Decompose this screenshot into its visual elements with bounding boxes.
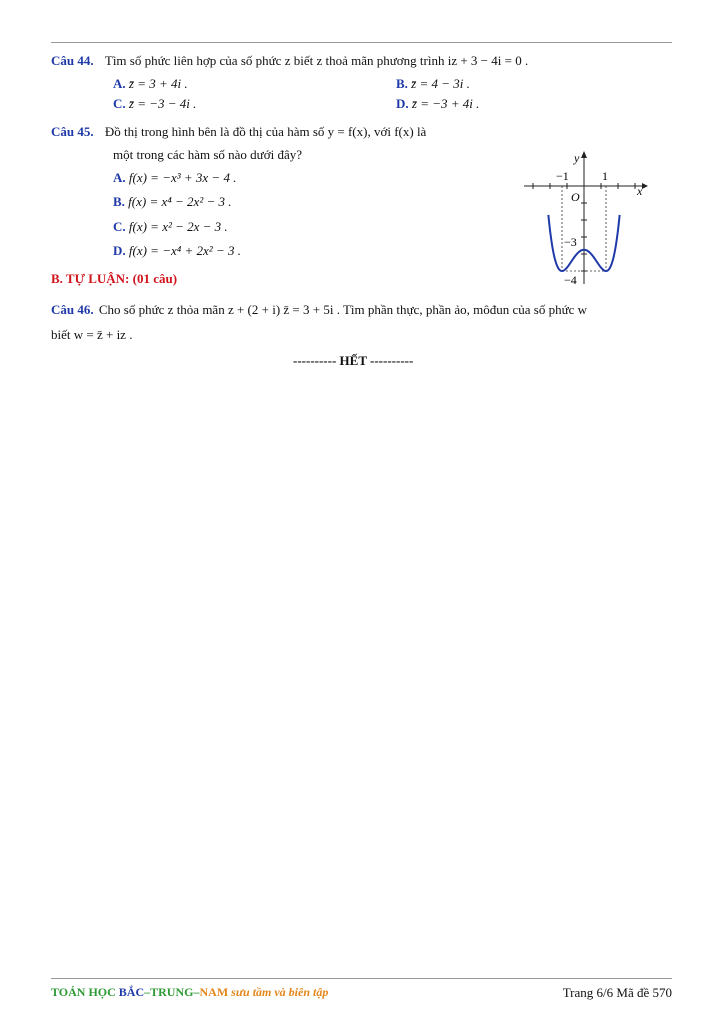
q45-label: Câu 45. <box>51 124 94 139</box>
option-label: D. <box>396 96 409 111</box>
q45-option-a <box>113 170 236 186</box>
end-marker: ---------- HẾT ---------- <box>293 353 414 368</box>
q44-option-b <box>396 76 470 92</box>
q44-stem <box>51 53 528 69</box>
y-axis-arrow-icon <box>581 151 587 158</box>
section-b-heading: B. TỰ LUẬN: (01 câu) <box>51 271 178 286</box>
option-text: f(x) = −x⁴ + 2x² − 3 . <box>128 243 241 258</box>
option-text: z̄ = 3 + 4i . <box>128 76 188 91</box>
q45-text-line1: Đồ thị trong hình bên là đồ thị của hàm số y = f(x), với f(x) là <box>104 124 427 139</box>
brand-part: TOÁN HỌC <box>51 985 119 999</box>
option-label: B. <box>396 76 408 91</box>
brand-part: BẮC <box>118 985 145 999</box>
tick-label-neg4: −4 <box>564 273 577 287</box>
option-text: f(x) = −x³ + 3x − 4 . <box>128 170 237 185</box>
option-text: z̄ = −3 − 4i . <box>128 96 197 111</box>
q44-option-c <box>113 96 196 112</box>
q45-text-line2: một trong các hàm số nào dưới đây? <box>113 147 303 162</box>
option-label: A. <box>113 170 126 185</box>
tick-label-pos1: 1 <box>602 169 608 183</box>
q45-option-d <box>113 243 241 259</box>
header-rule <box>51 42 672 43</box>
q46-label: Câu 46. <box>51 302 94 317</box>
q44-text: Tìm số phức liên hợp của số phức z biết z thoả mãn phương trình iz + 3 − 4i = 0 . <box>104 53 529 68</box>
footer-brand <box>51 985 328 1000</box>
option-text: f(x) = x⁴ − 2x² − 3 . <box>128 194 232 209</box>
q44-option-d <box>396 96 479 112</box>
function-graph <box>520 148 650 288</box>
q45-stem <box>51 124 426 140</box>
origin-label: O <box>571 190 580 204</box>
q44-label: Câu 44. <box>51 53 94 68</box>
page-info: Trang 6/6 Mã đề 570 <box>562 985 672 1000</box>
brand-part: NAM <box>199 985 229 999</box>
option-text: f(x) = x² − 2x − 3 . <box>128 219 228 234</box>
q44-option-a <box>113 76 188 92</box>
tick-label-neg3: −3 <box>564 235 577 249</box>
option-label: A. <box>113 76 126 91</box>
option-label: D. <box>113 243 126 258</box>
x-axis-arrow-icon <box>642 183 648 189</box>
q46-text-line2: biết w = z̄ + iz . <box>51 327 133 342</box>
tick-label-neg1: −1 <box>556 169 569 183</box>
option-text: z̄ = 4 − 3i . <box>411 76 470 91</box>
q46-stem <box>51 302 587 318</box>
option-label: B. <box>113 194 125 209</box>
y-axis-label: y <box>574 151 580 165</box>
option-text: z̄ = −3 + 4i . <box>411 96 480 111</box>
brand-part: –TRUNG– <box>144 985 200 999</box>
x-axis-label: x <box>637 184 643 198</box>
q45-option-c <box>113 219 228 235</box>
q46-text-line1: Cho số phức z thỏa mãn z + (2 + i) z̄ = 3 + 5i . Tìm phần thực, phần ảo, môđun của số phức w <box>98 302 588 317</box>
option-label: C. <box>113 219 126 234</box>
option-label: C. <box>113 96 126 111</box>
q45-option-b <box>113 194 232 210</box>
brand-tagline: sưu tầm và biên tập <box>228 985 329 999</box>
footer-rule <box>51 978 672 979</box>
